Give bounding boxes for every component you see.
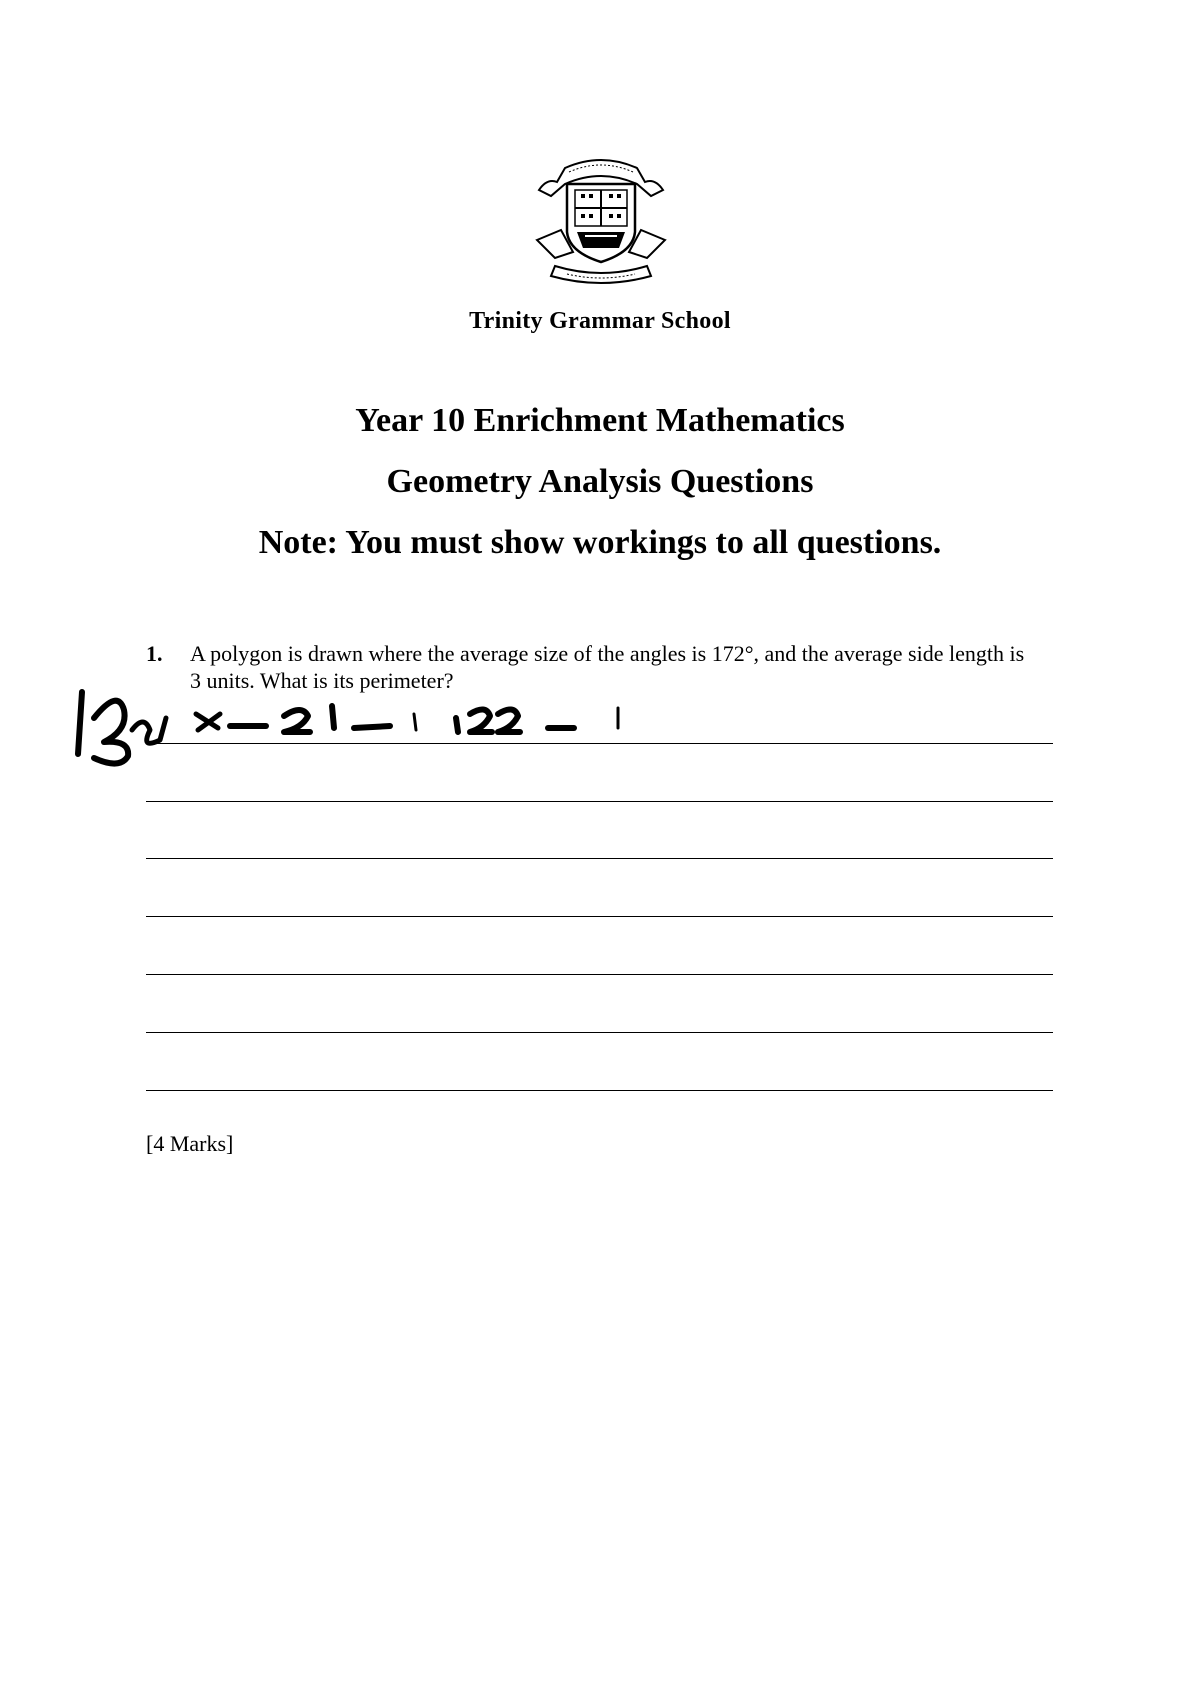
answer-line[interactable]: [146, 858, 1053, 859]
question-text: A polygon is drawn where the average size of the angles is 172°, and the average side length is 3 units. What is its perimeter?: [190, 641, 1025, 693]
answer-line[interactable]: [146, 974, 1053, 975]
answer-line[interactable]: [146, 743, 1053, 744]
instruction-note: Note: You must show workings to all questions.: [258, 524, 942, 561]
school-name: Trinity Grammar School: [469, 308, 731, 334]
answer-line[interactable]: [146, 1032, 1053, 1033]
page-title: Year 10 Enrichment Mathematics: [355, 402, 845, 439]
answer-line[interactable]: [146, 801, 1053, 802]
question-number: 1.: [146, 641, 163, 666]
answer-line[interactable]: [146, 1090, 1053, 1091]
school-crest-icon: [533, 148, 669, 286]
page-subtitle: Geometry Analysis Questions: [386, 463, 814, 500]
answer-line[interactable]: [146, 916, 1053, 917]
marks-label: [4 Marks]: [146, 1131, 234, 1156]
handwritten-working-icon: [70, 670, 650, 770]
